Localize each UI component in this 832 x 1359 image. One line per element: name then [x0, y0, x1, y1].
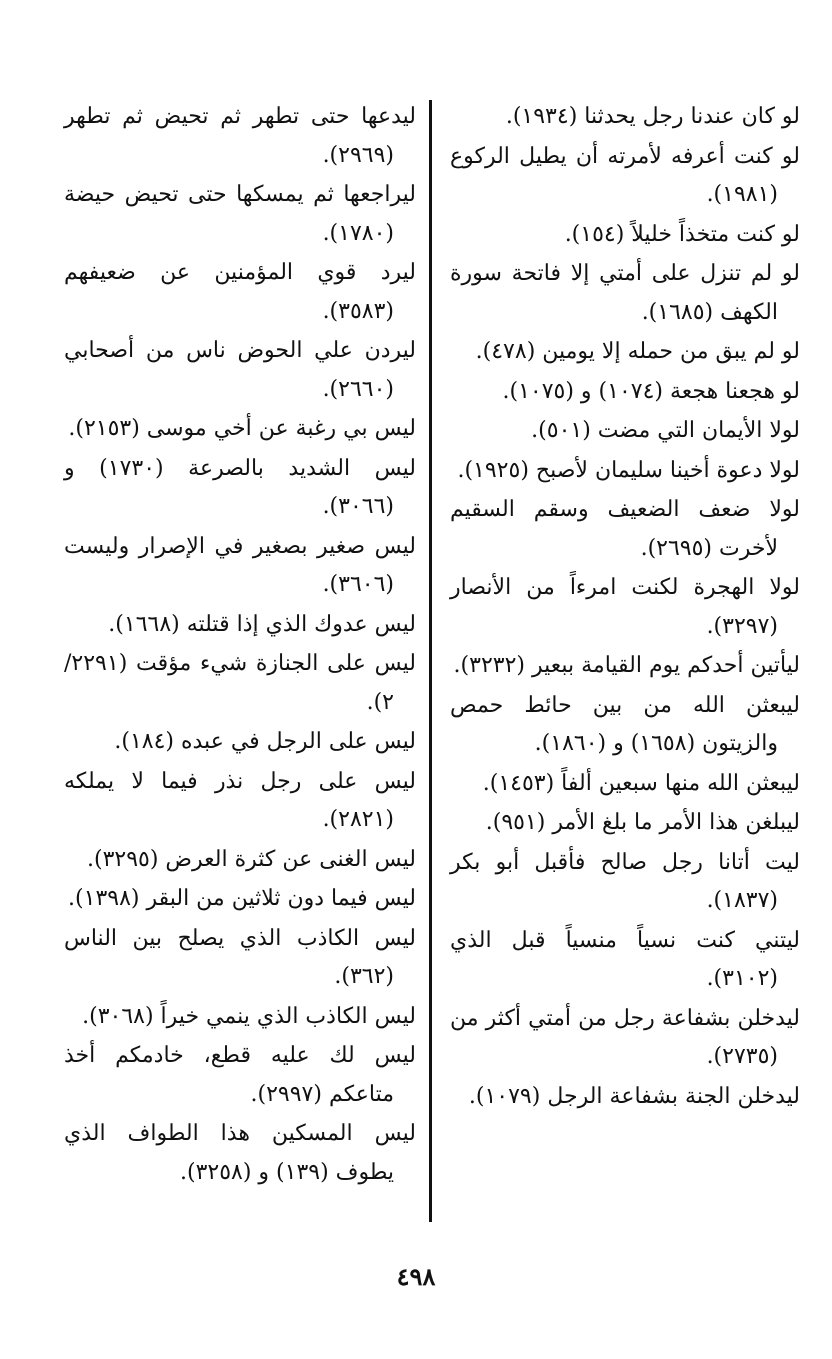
index-entry: لو لم تنزل على أمتي إلا فاتحة سورة الكهف (١٦٨٥). [450, 261, 800, 325]
index-entry: ليس الشديد بالصرعة (١٧٣٠) و (٣٠٦٦). [64, 455, 416, 519]
index-entry: ليراجعها ثم يمسكها حتى تحيض حيضة (١٧٨٠). [64, 182, 416, 246]
index-entry: لولا ضعف الضعيف وسقم السقيم لأخرت (٢٦٩٥). [450, 497, 800, 561]
index-entry: لولا دعوة أخينا سليمان لأصبح (١٩٢٥). [457, 457, 800, 483]
index-entry: ليس الكاذب الذي ينمي خيراً (٣٠٦٨). [82, 1003, 416, 1029]
index-entry: ليس على الرجل في عبده (١٨٤). [114, 729, 416, 754]
index-entry: لو كنت أعرفه لأمرته أن يطيل الركوع (١٩٨١). [450, 143, 800, 207]
index-entry: ليردن علي الحوض ناس من أصحابي (٢٦٦٠). [64, 338, 416, 402]
index-column-right [450, 98, 800, 1223]
index-entry: ليس لك عليه قطع، خادمكم أخذ متاعكم (٢٩٩٧). [64, 1043, 416, 1107]
index-entry: ليس صغير بصغير في الإصرار وليست (٣٦٠٦). [64, 533, 416, 597]
index-entry: ليدخلن بشفاعة رجل من أمتي أكثر من (٢٧٣٥). [450, 1005, 800, 1069]
index-entry: لو لم يبق من حمله إلا يومين (٤٧٨). [475, 339, 800, 364]
index-entry: ليبعثن الله منها سبعين ألفاً (١٤٥٣). [482, 770, 800, 796]
index-entry: ليت أتانا رجل صالح فأقبل أبو بكر (١٨٣٧). [450, 849, 800, 913]
index-entry: ليس بي رغبة عن أخي موسى (٢١٥٣). [68, 416, 416, 441]
index-entry: ليأتين أحدكم يوم القيامة ببعير (٣٢٣٢). [453, 653, 800, 678]
index-entry: ليدعها حتى تطهر ثم تحيض ثم تطهر (٢٩٦٩). [64, 104, 416, 168]
index-entry: ليدخلن الجنة بشفاعة الرجل (١٠٧٩). [468, 1083, 800, 1109]
index-entry: لو هجعنا هجعة (١٠٧٤) و (١٠٧٥). [502, 378, 800, 404]
index-entry: ليس الكاذب الذي يصلح بين الناس (٣٦٢). [64, 925, 416, 989]
index-entry: ليس على رجل نذر فيما لا يملكه (٢٨٢١). [64, 768, 416, 832]
index-entry: ليبعثن الله من بين حائط حمص والزيتون (١٦٥٨) و (١٨٦٠). [450, 692, 800, 756]
index-column-left [64, 98, 416, 1223]
column-divider [429, 100, 432, 1222]
index-entry: لولا الأيمان التي مضت (٥٠١). [531, 418, 800, 443]
index-entry: ليس المسكين هذا الطواف الذي يطوف (١٣٩) و (٣٢٥٨). [64, 1121, 416, 1185]
index-entry: ليبلغن هذا الأمر ما بلغ الأمر (٩٥١). [485, 810, 800, 835]
index-entry: ليس على الجنازة شيء مؤقت (٢٢٩١/ ٢). [64, 651, 416, 715]
index-entry: ليس عدوك الذي إذا قتلته (١٦٦٨). [108, 611, 416, 637]
index-entry: لو كنت متخذاً خليلاً (١٥٤). [564, 221, 800, 247]
index-entry: لولا الهجرة لكنت امرءاً من الأنصار (٣٢٩٧). [450, 575, 800, 639]
index-entry: ليرد قوي المؤمنين عن ضعيفهم (٣٥٨٣). [64, 260, 416, 324]
index-entry: ليس الغنى عن كثرة العرض (٣٢٩٥). [86, 846, 416, 872]
index-entry: لو كان عندنا رجل يحدثنا (١٩٣٤). [505, 104, 800, 129]
index-entry: ليتني كنت نسياً منسياً قبل الذي (٣١٠٢). [450, 927, 800, 991]
index-entry: ليس فيما دون ثلاثين من البقر (١٣٩٨). [68, 886, 416, 911]
page-number: ٤٩٨ [396, 1262, 436, 1291]
